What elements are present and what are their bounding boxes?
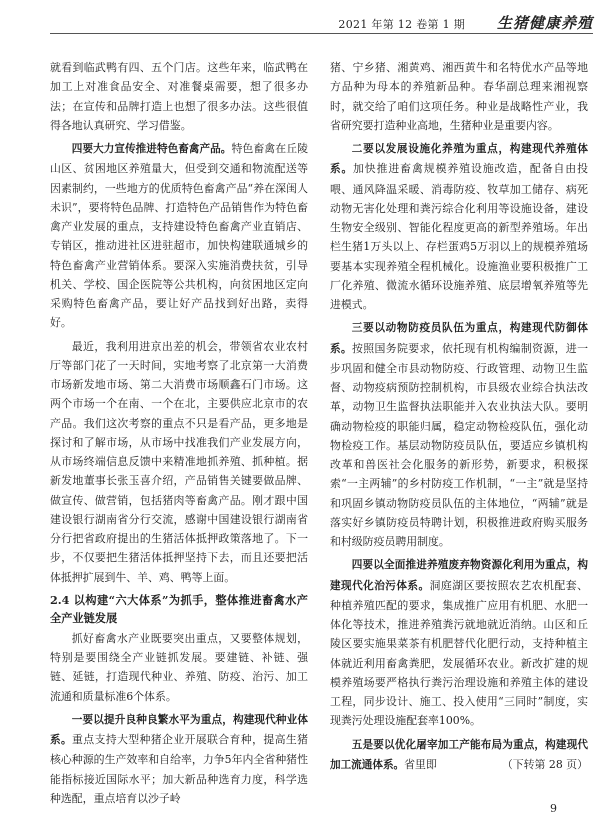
paragraph-lead: 五是要以优化屠宰加工产能布局为重点，构建现代加工流通体系。 [330, 738, 588, 771]
paragraph [330, 555, 588, 730]
paragraph [330, 318, 588, 551]
paragraph [330, 58, 588, 135]
paragraph-text: 就看到临武鸭有四、五个门店。这些年来，临武鸭在加工上对准食品安全、对准餐桌需要，想了很多办法；在宣传和品牌打造上也想了很多办法。这些很值得各地认真研究、学习借鉴。 [50, 61, 308, 132]
paragraph-text: 按照国务院要求，依托现有机构编制资源，进一步巩固和健全市县动物防疫、行政管理、动物卫生监督、动物疫病预防控制机构，市县级农业综合执法改革，动物卫生监督执法职能并入农业执法大队。要明确动物检疫的职能归属，稳定动物检疫队伍，强化动物检疫工作。基层动物防疫员队伍，要适应乡镇机构改革和兽医社会化服务的新形势，新要求，积极探索“一主两辅”的乡村防疫工作机制，“一主”就是坚持和巩固乡镇动物防疫员队伍的主体地位，“两辅”就是落实好乡镇防疫员特聘计划，积极推进政府购买服务和村级防疫员聘用制度。 [330, 341, 589, 548]
header-rule [50, 33, 593, 34]
paragraph-lead: 四要大力宣传推进特色畜禽产品。 [71, 143, 232, 155]
page-header [0, 0, 615, 40]
page-number: 9 [550, 802, 557, 815]
paragraph-text: 重点支持大型种猪企业开展联合育种，提高生猪核心种源的生产效率和自给率，力争5年内全省种猪性能指标接近国际水平；加大新品种选育力度，科学选种选配，重点培育以沙子岭 [50, 733, 309, 805]
paragraph-text: 猪、宁乡猪、湘黄鸡、湘西黄牛和名特优水产品等地方品种为母本的养殖新品种。春华副总理来湘视察时，就交给了咱们这项任务。种业是战略性产业，我省研究要打造种业高地，生猪种业是重要内容。 [330, 61, 588, 132]
paragraph-lead: 四要以全面推进养殖废弃物资源化利用为重点，构建现代化治污体系。 [330, 559, 588, 592]
journal-title: 生猪健康养殖 [496, 14, 593, 32]
paragraph [50, 629, 308, 706]
right-column [330, 58, 588, 779]
paragraph [50, 58, 308, 135]
paragraph-text: 省里即 [404, 757, 437, 771]
paragraph-text: 加快推进畜禽规模养殖设施改造，配备自由投喂、通风降温采暖、消毒防疫、牧草加工储存、病死动物无害化处理和粪污综合化利用等设施设备，建设生物安全级别、智能化程度更高的新型养殖场。年出栏生猪1万头以上、存栏蛋鸡5万羽以上的规模养殖场要基本实现养殖全程机械化。设施渔业要积极推广工厂化养殖、微流水循环设施养殖、底层增氧养殖等先进模式。 [330, 162, 588, 311]
paragraph-text: 洞庭湖区要按照农艺农机配套、种植养殖匹配的要求，集成推广应用有机肥、水肥一体化等技术，推进养殖粪污就地就近消纳。山区和丘陵区要实施果菜茶有机肥替代化肥行动，支持种植主体就近利用畜禽粪肥，发展循环农业。新改扩建的规模养殖场要严格执行粪污治理设施和养殖主体的建设工程，同步设计、施工、投入使用“三同时”制度，实现粪污处理设施配套率100%。 [330, 578, 588, 728]
paragraph-text: 最近，我利用进京出差的机会，带领省农业农村厅等部门花了一天时间，实地考察了北京第一大消费市场新发地市场、第二大消费市场顺鑫石门市场。这两个市场一个在南、一个在北，主要供应北京市的农产品。我们这次考察的重点不只是看产品，更多地是探讨和了解市场，从市场中找准我们产业发展方向，从市场终端信息反馈中来精准地抓养殖、抓种植。据新发地董事长张玉喜介绍，产品销售关键要做品牌、做宣传、做营销，包括猪肉等畜禽产品。刚才跟中国建设银行湖南省分行交流，感谢中国建设银行湖南省分行把省政府提出的生猪活体抵押政策落地了。下一步，不仅要把生猪活体抵押坚持下去，而且还要把活体抵押扩展到牛、羊、鸡、鸭等上面。 [50, 339, 308, 584]
paragraph-lead: 二要以发展设施化养殖为重点，构建现代养殖体系。 [330, 143, 588, 176]
left-column [50, 58, 308, 812]
paragraph-text: 特色畜禽在丘陵山区、贫困地区养殖量大，但受到交通和物流配送等因素制约，一些地方的优质特色畜禽产品“养在深闺人未识”，要将特色品牌、打造特色产品销售作为特色畜禽产业发展的重点，支持建设特色畜禽产业直销店、专销区，推动进社区进驻超市，加快构建联通城乡的特色畜禽产业营销体系。要深入实施消费扶贫，引导机关、学校、国企医院等公共机构，向贫困地区定向采购特色畜禽产品，要让好产品找到好出路，卖得好。 [50, 142, 308, 330]
issue-label: 2021 年第 12 卷第 1 期 [338, 18, 465, 31]
paragraph [330, 139, 588, 314]
paragraph [50, 710, 308, 808]
paragraph [50, 337, 308, 587]
paragraph-lead: 三要以动物防疫员队伍为重点，构建现代防御体系。 [330, 322, 588, 355]
paragraph [50, 139, 308, 333]
paragraph [330, 735, 588, 776]
section-heading: 2.4 以构建“六大体系”为抓手，整体推进畜禽水产全产业链发展 [50, 592, 308, 625]
paragraph-text: 抓好畜禽水产业既要突出重点，又要整体规划，特别是要围绕全产业链抓发展。要建链、补链、强链、延链，打造现代种业、养殖、防疫、治污、加工流通和质量标准6个体系。 [50, 631, 308, 703]
paragraph-lead: 一要以提升良种良繁水平为重点，构建现代种业体系。 [50, 713, 308, 746]
continued-note: （下转第 28 页） [501, 757, 588, 771]
